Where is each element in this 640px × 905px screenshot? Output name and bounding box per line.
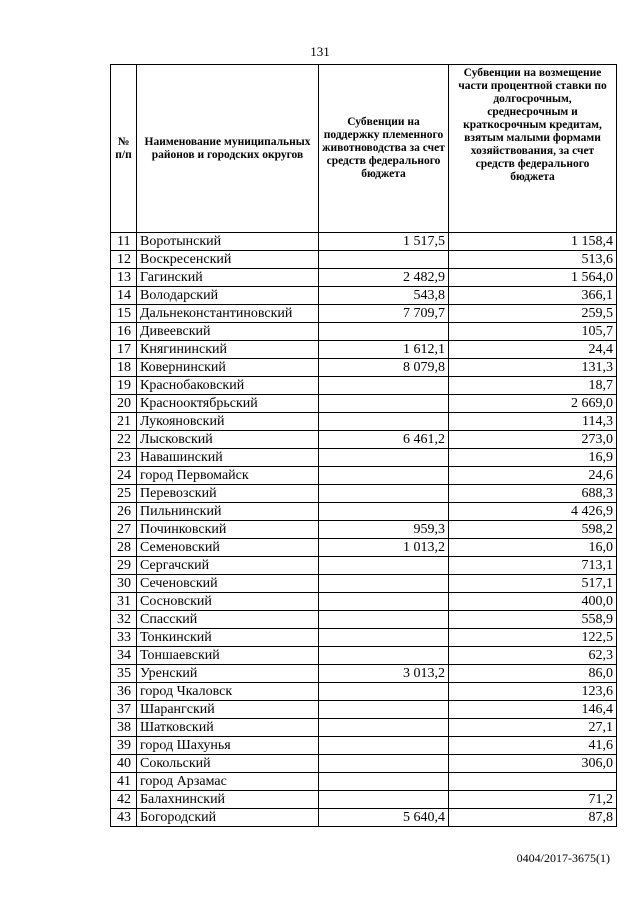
table-row bbox=[111, 485, 617, 503]
table-row bbox=[111, 449, 617, 467]
breeding-subsidy-value bbox=[319, 737, 449, 755]
table-row bbox=[111, 539, 617, 557]
row-number: 40 bbox=[111, 755, 137, 773]
row-number: 36 bbox=[111, 683, 137, 701]
header-breeding-subsidy: Субвенции на поддержку племенного животноводства за счет средств федерального бюджета bbox=[319, 65, 449, 233]
header-interest-subsidy: Субвенции на возмещение части процентной ставки по долгосрочным, среднесрочным и краткосрочным кредитам, взятым малыми формами хозяйствования, за счет средств федерального бюджета bbox=[449, 65, 617, 233]
breeding-subsidy-value: 7 709,7 bbox=[319, 305, 449, 323]
interest-subsidy-value: 16,0 bbox=[449, 539, 617, 557]
interest-subsidy-value: 87,8 bbox=[449, 809, 617, 827]
row-number: 38 bbox=[111, 719, 137, 737]
breeding-subsidy-value: 543,8 bbox=[319, 287, 449, 305]
breeding-subsidy-value bbox=[319, 557, 449, 575]
interest-subsidy-value: 62,3 bbox=[449, 647, 617, 665]
table-row bbox=[111, 521, 617, 539]
row-number: 24 bbox=[111, 467, 137, 485]
table-row bbox=[111, 773, 617, 791]
table-row bbox=[111, 233, 617, 251]
district-name: Краснооктябрьский bbox=[137, 395, 319, 413]
row-number: 26 bbox=[111, 503, 137, 521]
district-name: город Шахунья bbox=[137, 737, 319, 755]
table-row bbox=[111, 413, 617, 431]
breeding-subsidy-value bbox=[319, 611, 449, 629]
district-name: Воротынский bbox=[137, 233, 319, 251]
district-name: Богородский bbox=[137, 809, 319, 827]
breeding-subsidy-value: 5 640,4 bbox=[319, 809, 449, 827]
interest-subsidy-value: 513,6 bbox=[449, 251, 617, 269]
breeding-subsidy-value bbox=[319, 683, 449, 701]
breeding-subsidy-value bbox=[319, 395, 449, 413]
row-number: 37 bbox=[111, 701, 137, 719]
header-num: № п/п bbox=[111, 65, 137, 233]
row-number: 11 bbox=[111, 233, 137, 251]
table-row bbox=[111, 395, 617, 413]
row-number: 16 bbox=[111, 323, 137, 341]
district-name: Сергачский bbox=[137, 557, 319, 575]
interest-subsidy-value: 2 669,0 bbox=[449, 395, 617, 413]
breeding-subsidy-value: 1 013,2 bbox=[319, 539, 449, 557]
breeding-subsidy-value bbox=[319, 485, 449, 503]
table-row bbox=[111, 467, 617, 485]
interest-subsidy-value: 517,1 bbox=[449, 575, 617, 593]
table-row bbox=[111, 737, 617, 755]
row-number: 23 bbox=[111, 449, 137, 467]
breeding-subsidy-value: 1 517,5 bbox=[319, 233, 449, 251]
breeding-subsidy-value: 3 013,2 bbox=[319, 665, 449, 683]
row-number: 28 bbox=[111, 539, 137, 557]
table-row bbox=[111, 683, 617, 701]
table-row bbox=[111, 269, 617, 287]
row-number: 39 bbox=[111, 737, 137, 755]
district-name: Починковский bbox=[137, 521, 319, 539]
breeding-subsidy-value bbox=[319, 503, 449, 521]
breeding-subsidy-value bbox=[319, 791, 449, 809]
interest-subsidy-value: 16,9 bbox=[449, 449, 617, 467]
breeding-subsidy-value: 2 482,9 bbox=[319, 269, 449, 287]
district-name: Воскресенский bbox=[137, 251, 319, 269]
district-name: Балахнинский bbox=[137, 791, 319, 809]
district-name: Тоншаевский bbox=[137, 647, 319, 665]
table-row bbox=[111, 305, 617, 323]
interest-subsidy-value: 123,6 bbox=[449, 683, 617, 701]
interest-subsidy-value: 146,4 bbox=[449, 701, 617, 719]
interest-subsidy-value: 273,0 bbox=[449, 431, 617, 449]
row-number: 22 bbox=[111, 431, 137, 449]
row-number: 15 bbox=[111, 305, 137, 323]
district-name: город Первомайск bbox=[137, 467, 319, 485]
row-number: 18 bbox=[111, 359, 137, 377]
district-name: Пильнинский bbox=[137, 503, 319, 521]
breeding-subsidy-value bbox=[319, 377, 449, 395]
row-number: 13 bbox=[111, 269, 137, 287]
table-row bbox=[111, 809, 617, 827]
breeding-subsidy-value bbox=[319, 449, 449, 467]
table-row bbox=[111, 701, 617, 719]
subsidies-table bbox=[110, 64, 617, 827]
interest-subsidy-value: 27,1 bbox=[449, 719, 617, 737]
interest-subsidy-value: 713,1 bbox=[449, 557, 617, 575]
breeding-subsidy-value bbox=[319, 251, 449, 269]
breeding-subsidy-value bbox=[319, 593, 449, 611]
district-name: Сокольский bbox=[137, 755, 319, 773]
breeding-subsidy-value bbox=[319, 575, 449, 593]
row-number: 33 bbox=[111, 629, 137, 647]
breeding-subsidy-value: 6 461,2 bbox=[319, 431, 449, 449]
district-name: Сосновский bbox=[137, 593, 319, 611]
breeding-subsidy-value: 959,3 bbox=[319, 521, 449, 539]
interest-subsidy-value: 4 426,9 bbox=[449, 503, 617, 521]
district-name: Дальнеконстантиновский bbox=[137, 305, 319, 323]
district-name: Тонкинский bbox=[137, 629, 319, 647]
district-name: город Чкаловск bbox=[137, 683, 319, 701]
table-row bbox=[111, 611, 617, 629]
district-name: Ковернинский bbox=[137, 359, 319, 377]
breeding-subsidy-value bbox=[319, 647, 449, 665]
document-code: 0404/2017-3675(1) bbox=[516, 851, 610, 865]
interest-subsidy-value: 24,6 bbox=[449, 467, 617, 485]
row-number: 19 bbox=[111, 377, 137, 395]
row-number: 42 bbox=[111, 791, 137, 809]
interest-subsidy-value: 259,5 bbox=[449, 305, 617, 323]
row-number: 35 bbox=[111, 665, 137, 683]
table-row bbox=[111, 323, 617, 341]
table-row bbox=[111, 791, 617, 809]
district-name: Семеновский bbox=[137, 539, 319, 557]
district-name: Шатковский bbox=[137, 719, 319, 737]
interest-subsidy-value: 366,1 bbox=[449, 287, 617, 305]
row-number: 32 bbox=[111, 611, 137, 629]
row-number: 34 bbox=[111, 647, 137, 665]
breeding-subsidy-value bbox=[319, 773, 449, 791]
breeding-subsidy-value bbox=[319, 719, 449, 737]
table-row bbox=[111, 647, 617, 665]
interest-subsidy-value bbox=[449, 773, 617, 791]
row-number: 12 bbox=[111, 251, 137, 269]
interest-subsidy-value: 24,4 bbox=[449, 341, 617, 359]
breeding-subsidy-value: 1 612,1 bbox=[319, 341, 449, 359]
interest-subsidy-value: 122,5 bbox=[449, 629, 617, 647]
interest-subsidy-value: 18,7 bbox=[449, 377, 617, 395]
breeding-subsidy-value: 8 079,8 bbox=[319, 359, 449, 377]
interest-subsidy-value: 598,2 bbox=[449, 521, 617, 539]
district-name: город Арзамас bbox=[137, 773, 319, 791]
breeding-subsidy-value bbox=[319, 467, 449, 485]
breeding-subsidy-value bbox=[319, 755, 449, 773]
table-row bbox=[111, 755, 617, 773]
table-row bbox=[111, 341, 617, 359]
interest-subsidy-value: 1 564,0 bbox=[449, 269, 617, 287]
row-number: 27 bbox=[111, 521, 137, 539]
district-name: Спасский bbox=[137, 611, 319, 629]
interest-subsidy-value: 131,3 bbox=[449, 359, 617, 377]
row-number: 41 bbox=[111, 773, 137, 791]
interest-subsidy-value: 86,0 bbox=[449, 665, 617, 683]
row-number: 17 bbox=[111, 341, 137, 359]
district-name: Гагинский bbox=[137, 269, 319, 287]
table-row bbox=[111, 665, 617, 683]
district-name: Лукояновский bbox=[137, 413, 319, 431]
table-row bbox=[111, 287, 617, 305]
table-row bbox=[111, 719, 617, 737]
interest-subsidy-value: 105,7 bbox=[449, 323, 617, 341]
interest-subsidy-value: 558,9 bbox=[449, 611, 617, 629]
district-name: Лысковский bbox=[137, 431, 319, 449]
breeding-subsidy-value bbox=[319, 413, 449, 431]
table-row bbox=[111, 593, 617, 611]
interest-subsidy-value: 114,3 bbox=[449, 413, 617, 431]
interest-subsidy-value: 400,0 bbox=[449, 593, 617, 611]
row-number: 25 bbox=[111, 485, 137, 503]
breeding-subsidy-value bbox=[319, 629, 449, 647]
table-row bbox=[111, 431, 617, 449]
row-number: 20 bbox=[111, 395, 137, 413]
district-name: Володарский bbox=[137, 287, 319, 305]
table-row bbox=[111, 377, 617, 395]
interest-subsidy-value: 71,2 bbox=[449, 791, 617, 809]
table-row bbox=[111, 359, 617, 377]
row-number: 21 bbox=[111, 413, 137, 431]
row-number: 14 bbox=[111, 287, 137, 305]
interest-subsidy-value: 41,6 bbox=[449, 737, 617, 755]
row-number: 31 bbox=[111, 593, 137, 611]
district-name: Дивеевский bbox=[137, 323, 319, 341]
header-name: Наименование муниципальных районов и городских округов bbox=[137, 65, 319, 233]
row-number: 43 bbox=[111, 809, 137, 827]
district-name: Перевозский bbox=[137, 485, 319, 503]
table-row bbox=[111, 251, 617, 269]
interest-subsidy-value: 688,3 bbox=[449, 485, 617, 503]
district-name: Сеченовский bbox=[137, 575, 319, 593]
row-number: 30 bbox=[111, 575, 137, 593]
interest-subsidy-value: 306,0 bbox=[449, 755, 617, 773]
table-header-row bbox=[111, 65, 617, 233]
table-body bbox=[111, 233, 617, 827]
page-number: 131 bbox=[310, 44, 330, 59]
table-row bbox=[111, 629, 617, 647]
interest-subsidy-value: 1 158,4 bbox=[449, 233, 617, 251]
breeding-subsidy-value bbox=[319, 701, 449, 719]
table-row bbox=[111, 557, 617, 575]
district-name: Княгининский bbox=[137, 341, 319, 359]
row-number: 29 bbox=[111, 557, 137, 575]
district-name: Навашинский bbox=[137, 449, 319, 467]
district-name: Уренский bbox=[137, 665, 319, 683]
table-row bbox=[111, 503, 617, 521]
breeding-subsidy-value bbox=[319, 323, 449, 341]
district-name: Шарангский bbox=[137, 701, 319, 719]
table-row bbox=[111, 575, 617, 593]
district-name: Краснобаковский bbox=[137, 377, 319, 395]
